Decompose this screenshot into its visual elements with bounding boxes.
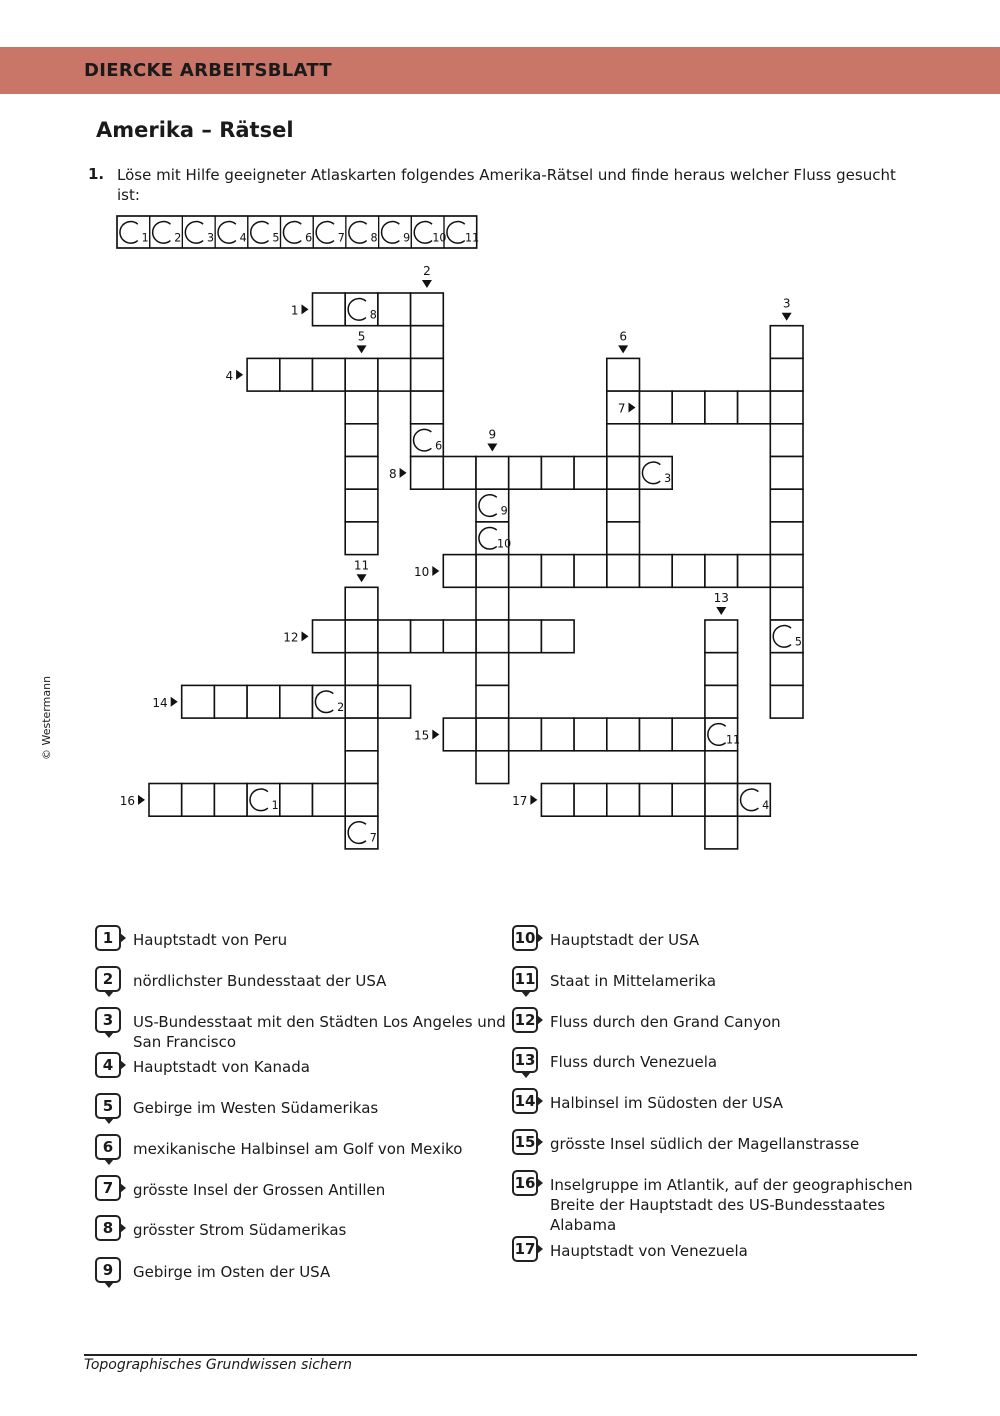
clue-number-badge: 4 [95,1052,121,1078]
clue-number-label: 6 [619,329,627,344]
arrow-down-icon [487,444,497,452]
arrow-down-icon [618,345,628,353]
grid-cell [607,457,640,490]
grid-cell [345,457,378,490]
grid-cell [640,784,673,817]
solution-marker-box-label: 9 [403,231,411,245]
grid-cell [770,391,803,424]
grid-cell [214,685,247,718]
arrow-right-icon [171,697,178,707]
clue-text: grösster Strom Südamerikas [133,1221,347,1239]
task-text: Löse mit Hilfe geeigneter Atlaskarten folgendes Amerika-Rätsel und finde heraus welcher Fluss gesucht ist: [117,166,896,204]
clue-text: Staat in Mittelamerika [550,972,717,990]
copyright: © Westermann [40,675,53,760]
page-title: Amerika – Rätsel [96,118,294,142]
grid-cell [378,620,411,653]
clue-number-badge: 6 [95,1134,121,1160]
grid-cell [640,391,673,424]
grid-cell [313,784,346,817]
grid-cell [672,718,705,751]
grid-cell [672,391,705,424]
grid-cell [247,358,280,391]
grid-cell [411,391,444,424]
clue-text: mexikanische Halbinsel am Golf von Mexiko [133,1140,463,1158]
grid-cell [476,620,509,653]
grid-cell [509,620,542,653]
grid-cell [378,685,411,718]
grid-cell [411,358,444,391]
grid-cell [313,358,346,391]
grid-cell [411,457,444,490]
grid-cell [476,685,509,718]
grid-cell [607,489,640,522]
grid-cell [574,784,607,817]
grid-cell [476,718,509,751]
clue-number-badge: 15 [512,1129,538,1155]
grid-cell [476,587,509,620]
grid-cell [313,620,346,653]
clue-number-badge: 17 [512,1236,538,1262]
grid-cell [705,620,738,653]
clue-number-label: 10 [414,564,430,579]
grid-cell [345,751,378,784]
grid-cell [345,784,378,817]
arrow-right-icon [302,631,309,641]
solution-marker-label: 4 [762,799,770,813]
grid-cell [378,358,411,391]
grid-cell [345,718,378,751]
solution-marker-label: 2 [337,700,345,714]
solution-marker-box-label: 3 [206,231,215,245]
grid-cell [738,391,771,424]
clue-number-badge: 5 [95,1093,121,1119]
clue-number-badge: 12 [512,1007,538,1033]
grid-cell [705,816,738,849]
clue-text: Fluss durch Venezuela [550,1053,718,1071]
grid-cell [770,457,803,490]
solution-marker-box-label: 6 [305,231,313,245]
clue-number-label: 16 [119,793,135,808]
clue-text: Gebirge im Osten der USA [133,1263,331,1281]
arrow-right-icon [236,370,243,380]
grid-cell [574,718,607,751]
grid-cell [770,358,803,391]
arrow-down-icon [422,280,432,288]
clue-text: grösste Insel der Grossen Antillen [133,1181,386,1199]
header-title: DIERCKE ARBEITSBLATT [84,60,332,81]
solution-marker-box-label: 5 [272,231,280,245]
grid-cell [770,587,803,620]
grid-cell [607,555,640,588]
arrow-down-icon [716,607,726,615]
grid-cell [345,653,378,686]
grid-cell [443,555,476,588]
arrow-right-icon [400,468,407,478]
grid-cell [574,555,607,588]
clue-number-label: 4 [225,368,234,383]
solution-marker-box-label: 7 [337,231,345,245]
grid-cell [672,784,705,817]
grid-cell [574,457,607,490]
grid-cell [280,358,313,391]
clue-number-badge: 10 [512,925,538,951]
grid-cell [607,718,640,751]
solution-marker-box-label: 2 [174,231,182,245]
grid-cell [345,358,378,391]
grid-cell [770,522,803,555]
clue-number-label: 15 [414,728,430,743]
grid-cell [345,391,378,424]
grid-cell [738,555,771,588]
grid-cell [247,685,280,718]
solution-marker-box-label: 4 [239,231,247,245]
grid-cell [541,555,574,588]
clue-number-badge: 2 [95,966,121,992]
arrow-right-icon [138,795,145,805]
grid-cell [640,718,673,751]
solution-marker-box-label: 1 [141,231,149,245]
grid-cell [541,620,574,653]
clue-number-label: 8 [388,466,397,481]
grid-cell [280,784,313,817]
solution-marker-label: 10 [497,537,512,551]
grid-cell [149,784,182,817]
clue-number-badge: 16 [512,1170,538,1196]
grid-cell [770,685,803,718]
clue-number-badge: 9 [95,1257,121,1283]
grid-cell [313,293,346,326]
grid-cell [345,620,378,653]
grid-cell [770,653,803,686]
arrow-down-icon [357,345,367,353]
grid-cell [705,751,738,784]
solution-marker-label: 3 [664,472,672,486]
arrow-down-icon [782,313,792,321]
clue-text: Inselgruppe im Atlantik, auf der geographischen Breite der Hauptstadt des US-Bundesstaates Alabama [550,1176,913,1234]
footer-text: Topographisches Grundwissen sichern [84,1357,353,1373]
clue-number-badge: 11 [512,966,538,992]
grid-cell [509,555,542,588]
grid-cell [443,457,476,490]
clue-text: Fluss durch den Grand Canyon [550,1013,781,1031]
grid-cell [345,522,378,555]
grid-cell [541,457,574,490]
solution-marker-box-label: 8 [370,231,378,245]
grid-cell [476,751,509,784]
grid-cell [411,293,444,326]
clue-number-badge: 1 [95,925,121,951]
grid-cell [476,457,509,490]
clue-number-label: 7 [617,401,626,416]
clue-text: US-Bundesstaat mit den Städten Los Angeles und San Francisco [133,1013,506,1051]
grid-cell [182,784,215,817]
clue-number-badge: 13 [512,1047,538,1073]
grid-cell [607,358,640,391]
grid-cell [607,522,640,555]
clue-number-label: 9 [488,427,497,442]
clue-number-label: 11 [353,558,370,573]
clue-text: grösste Insel südlich der Magellanstrasse [550,1135,860,1153]
clue-text: nördlichster Bundesstaat der USA [133,972,387,990]
grid-cell [411,620,444,653]
grid-cell [345,685,378,718]
solution-marker-label: 9 [500,504,508,518]
solution-marker-box-label: 10 [432,231,447,245]
grid-cell [541,718,574,751]
grid-cell [345,424,378,457]
solution-marker-label: 1 [271,799,279,813]
clue-text: Hauptstadt von Peru [133,931,288,949]
clue-number-badge: 3 [95,1007,121,1033]
grid-cell [705,685,738,718]
arrow-right-icon [530,795,537,805]
grid-cell [476,653,509,686]
grid-cell [411,326,444,359]
grid-cell [214,784,247,817]
grid-cell [443,718,476,751]
arrow-down-icon [357,574,367,582]
clue-text: Halbinsel im Südosten der USA [550,1094,784,1112]
grid-cell [705,391,738,424]
clue-number-label: 5 [357,329,366,344]
clue-number-label: 13 [713,591,729,605]
grid-cell [607,424,640,457]
clue-number-label: 14 [152,695,168,710]
grid-cell [476,555,509,588]
grid-cell [182,685,215,718]
grid-cell [672,555,705,588]
grid-cell [705,555,738,588]
grid-cell [345,587,378,620]
clue-text: Hauptstadt von Kanada [133,1058,310,1076]
clue-text: Hauptstadt von Venezuela [550,1242,748,1260]
clue-text: Gebirge im Westen Südamerikas [133,1099,379,1117]
solution-marker-label: 8 [369,308,377,322]
clue-number-label: 1 [290,303,299,318]
grid-cell [509,718,542,751]
grid-cell [640,555,673,588]
clue-text: Hauptstadt der USA [550,931,700,949]
grid-cell [705,784,738,817]
clue-number-badge: 14 [512,1088,538,1114]
solution-marker-label: 6 [435,439,443,453]
grid-cell [345,489,378,522]
grid-cell [770,555,803,588]
grid-cell [541,784,574,817]
arrow-right-icon [302,304,309,314]
clue-number-badge: 7 [95,1175,121,1201]
solution-marker-label: 7 [369,831,377,845]
grid-cell [770,424,803,457]
grid-cell [770,326,803,359]
solution-marker-label: 5 [794,635,802,649]
clue-number-label: 3 [782,296,791,311]
solution-marker-label: 11 [725,733,741,747]
task-number: 1. [88,165,105,183]
footer-divider [84,1354,917,1356]
clue-number-badge: 8 [95,1215,121,1241]
grid-cell [443,620,476,653]
grid-cell [770,489,803,522]
grid-cell [607,784,640,817]
grid-cell [378,293,411,326]
grid-cell [705,653,738,686]
grid-cell [509,457,542,490]
clue-number-label: 12 [283,630,299,645]
arrow-right-icon [432,566,439,576]
solution-marker-box-label: 11 [465,231,480,245]
clue-number-label: 2 [423,264,431,278]
arrow-right-icon [432,729,439,739]
grid-cell [280,685,313,718]
clue-number-label: 17 [512,793,528,808]
